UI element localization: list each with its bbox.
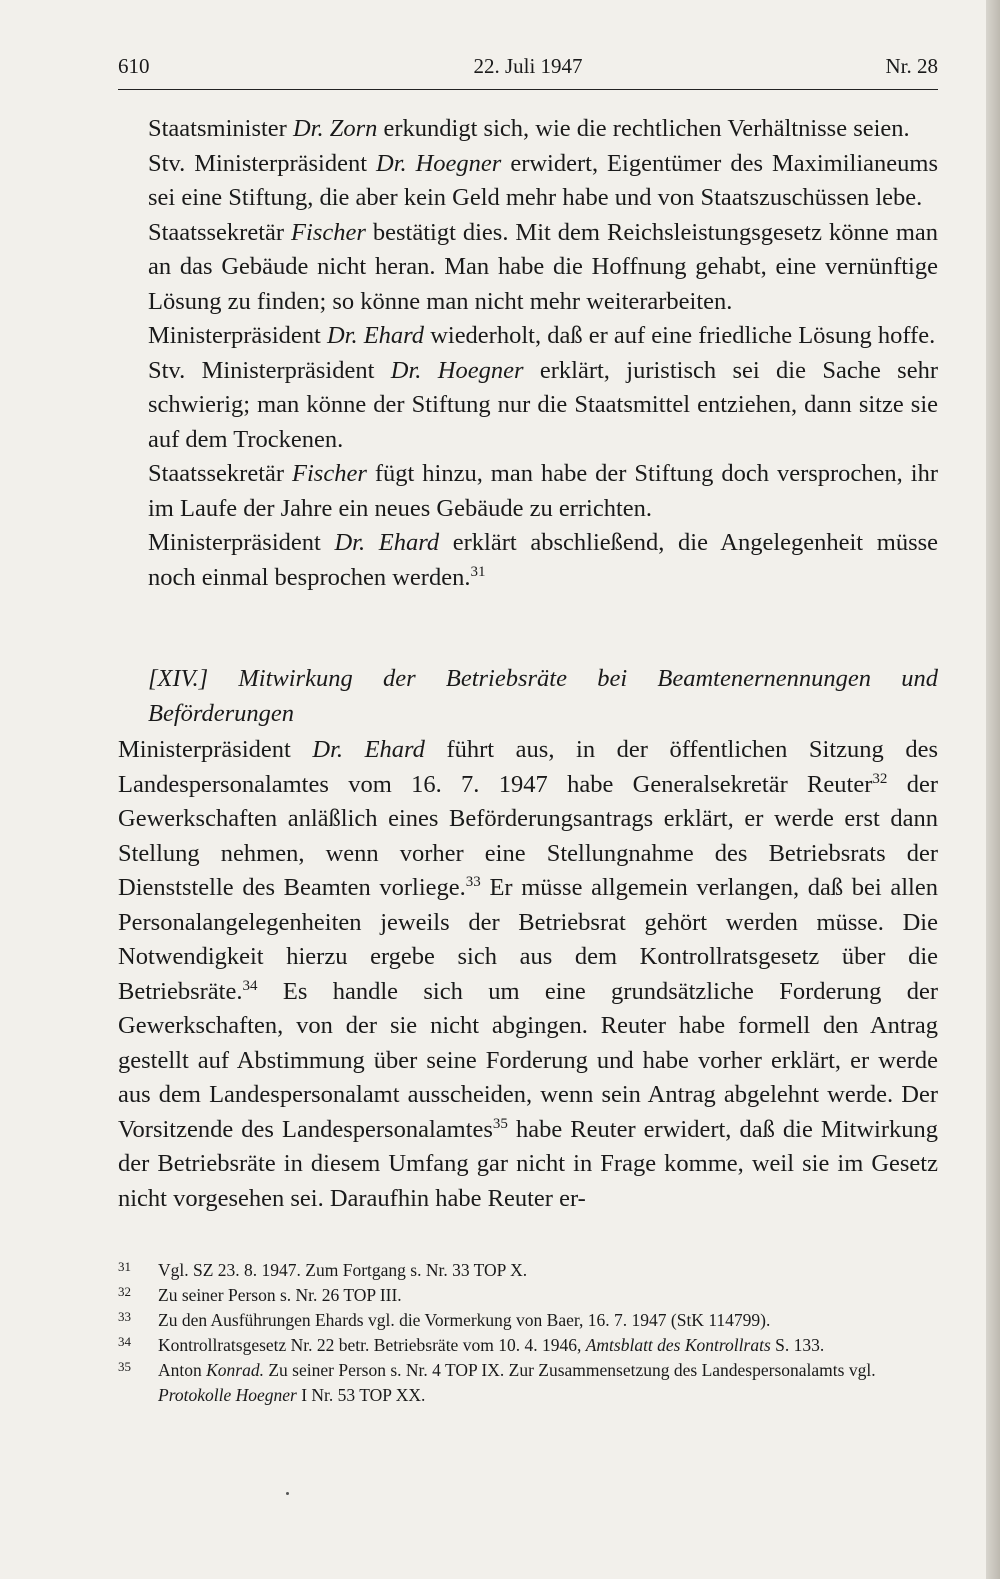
page-number: 610 bbox=[118, 54, 150, 78]
italic-name: Dr. Ehard bbox=[334, 529, 440, 556]
section-heading: [XIV.] Mitwirkung der Betriebsräte bei Beamtenernennungen und Beförderungen bbox=[148, 665, 938, 727]
text-run: führt aus, in der öffentlichen Sitzung des Landespersonalamtes vom 16. 7. 1947 habe Generalsekretär Reuter bbox=[118, 736, 939, 798]
italic-name: Konrad. bbox=[206, 1360, 264, 1380]
text-run: Zu den Ausführungen Ehards vgl. die Vormerkung von Baer, 16. 7. 1947 (StK 114799). bbox=[158, 1310, 771, 1330]
text-run: S. 133. bbox=[770, 1335, 825, 1355]
italic-name: Amtsblatt des Kontrollrats bbox=[585, 1335, 771, 1355]
text-run: Anton bbox=[158, 1360, 207, 1380]
text-run: Staatssekretär bbox=[148, 218, 292, 246]
footnote-reference: 33 bbox=[465, 873, 481, 890]
italic-name: Protokolle Hoegner bbox=[158, 1385, 297, 1405]
text-run: der Gewerkschaften anläßlich eines Beförderungsantrags erklärt, er werde erst dann Stellung nehmen, wenn vorher eine Stellungnahme des Betriebsrats der Dienststelle des Beamten vorliege. bbox=[118, 770, 938, 901]
paragraph bbox=[148, 147, 938, 216]
footnote-number: 31 bbox=[118, 1259, 131, 1274]
footnote bbox=[118, 1358, 948, 1408]
footnote-number: 32 bbox=[118, 1284, 131, 1299]
paragraph bbox=[148, 526, 938, 595]
footnote-reference: 35 bbox=[492, 1115, 508, 1132]
footnote-reference: 32 bbox=[872, 770, 888, 787]
italic-name: Dr. Hoegner bbox=[376, 149, 502, 177]
section-xiv-paragraphs bbox=[118, 733, 938, 1216]
text-run: habe Reuter erwidert, daß die Mitwirkung der Betriebsräte in diesem Umfang gar nicht in Frage komme, weil sie im Gesetz nicht vorgesehen sei. Daraufhin habe Reuter er- bbox=[118, 1115, 938, 1212]
paragraph bbox=[148, 319, 938, 354]
paragraph bbox=[148, 457, 938, 526]
document-number: Nr. 28 bbox=[885, 54, 938, 78]
text-run: erklärt, juristisch sei die Sache sehr schwierig; man könne der Stiftung nur die Staatsmittel entziehen, dann sitze sie auf dem Trockenen. bbox=[148, 356, 938, 453]
footnote-number: 35 bbox=[118, 1359, 131, 1374]
footnote bbox=[118, 1308, 948, 1333]
text-run: Stv. Ministerpräsident bbox=[148, 149, 376, 177]
text-run: Zu seiner Person s. Nr. 4 TOP IX. Zur Zusammensetzung des Landespersonalamts vgl. bbox=[263, 1360, 876, 1380]
footnote-number: 33 bbox=[118, 1309, 131, 1324]
page-edge-shadow bbox=[986, 0, 1000, 1579]
italic-name: Fischer bbox=[292, 460, 367, 487]
footnote bbox=[118, 1258, 948, 1283]
italic-name: Dr. Ehard bbox=[326, 322, 425, 349]
scan-speck bbox=[286, 1492, 289, 1495]
text-run: Er müsse allgemein verlangen, daß bei allen Personalangelegenheiten jeweils der Betriebsrat gehört werden müsse. Die Notwendigkeit hierzu ergebe sich aus dem Kontrollratsgesetz über die Betriebsräte. bbox=[118, 874, 938, 1005]
text-run: Kontrollratsgesetz Nr. 22 betr. Betriebsräte vom 10. 4. 1946, bbox=[158, 1335, 586, 1355]
text-run: Ministerpräsident bbox=[118, 736, 313, 763]
footnote bbox=[118, 1283, 948, 1308]
text-run: Stv. Ministerpräsident bbox=[148, 356, 391, 384]
text-run: Staatssekretär bbox=[148, 460, 293, 487]
text-run: Ministerpräsident bbox=[148, 529, 335, 556]
italic-name: Dr. Ehard bbox=[312, 736, 425, 763]
text-run: fügt hinzu, man habe der Stiftung doch versprochen, ihr im Laufe der Jahre ein neues Gebäude zu errichten. bbox=[148, 460, 938, 522]
running-header bbox=[118, 54, 938, 88]
footnote-number: 34 bbox=[118, 1334, 131, 1349]
header-rule bbox=[118, 89, 938, 90]
text-run: bestätigt dies. Mit dem Reichsleistungsgesetz könne man an das Gebäude nicht heran. Man habe die Hoffnung gehabt, eine vernünftige Lösung zu finden; so könne man nicht mehr weiterarbeiten. bbox=[148, 218, 938, 315]
section-xiii-paragraphs bbox=[148, 112, 938, 595]
italic-name: Dr. Hoegner bbox=[390, 356, 524, 384]
paragraph bbox=[148, 354, 938, 458]
text-run: wiederholt, daß er auf eine friedliche Lösung hoffe. bbox=[424, 322, 936, 349]
paragraph bbox=[148, 112, 938, 147]
paragraph bbox=[118, 733, 938, 1216]
footnote-reference: 34 bbox=[242, 977, 258, 994]
header-date: 22. Juli 1947 bbox=[473, 54, 583, 78]
footnote-reference: 31 bbox=[470, 563, 486, 580]
footnote bbox=[118, 1333, 948, 1358]
italic-name: Dr. Zorn bbox=[292, 115, 378, 142]
text-run: Vgl. SZ 23. 8. 1947. Zum Fortgang s. Nr. 33 TOP X. bbox=[158, 1260, 528, 1280]
text-run: Zu seiner Person s. Nr. 26 TOP III. bbox=[158, 1285, 402, 1305]
text-run: erklärt abschließend, die Angelegenheit müsse noch einmal besprochen werden. bbox=[148, 529, 939, 591]
text-run: Ministerpräsident bbox=[148, 322, 327, 349]
text-run: erwidert, Eigentümer des Maximilianeums sei eine Stiftung, die aber kein Geld mehr habe und von Staatszuschüssen lebe. bbox=[148, 149, 938, 211]
text-run: Staatsminister bbox=[148, 115, 293, 142]
footnotes bbox=[118, 1258, 948, 1408]
paragraph bbox=[148, 216, 938, 320]
italic-name: Fischer bbox=[291, 218, 366, 246]
text-run: I Nr. 53 TOP XX. bbox=[296, 1385, 426, 1405]
text-run: Es handle sich um eine grundsätzliche Forderung der Gewerkschaften, von der sie nicht abgingen. Reuter habe formell den Antrag gestellt auf Abstimmung über seine Forderung und habe vorher erklärt, er werde aus dem Landespersonalamt ausscheiden, wenn sein Antrag abgelehnt werde. Der Vorsitzende des Landespersonalamtes bbox=[118, 977, 938, 1143]
text-run: erkundigt sich, wie die rechtlichen Verhältnisse seien. bbox=[377, 115, 910, 142]
